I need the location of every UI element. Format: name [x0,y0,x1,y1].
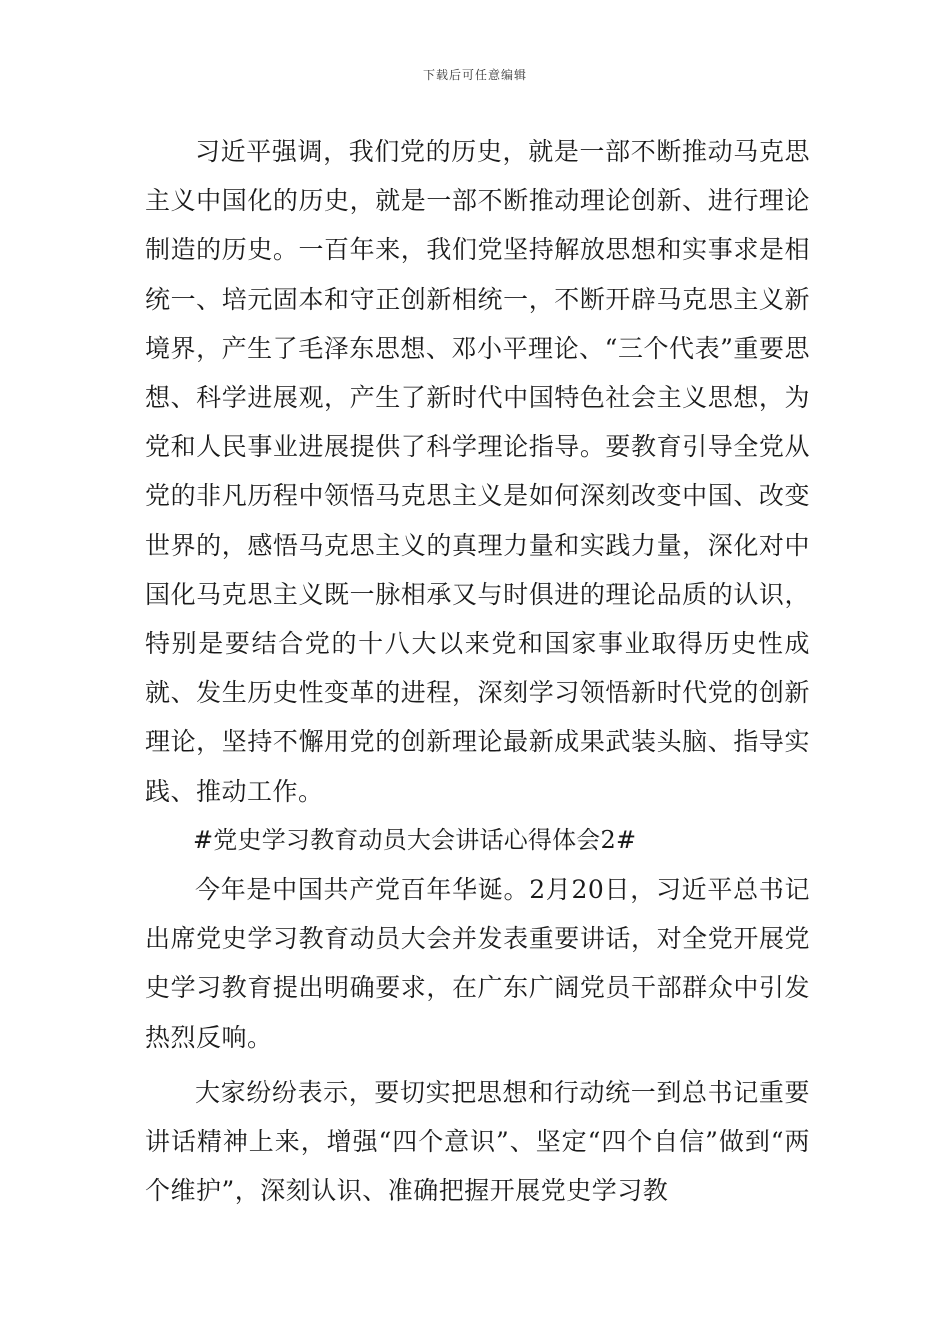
section-heading: #党史学习教育动员大会讲话心得体会2# [193,825,637,854]
paragraph-2: 今年是中国共产党百年华诞。2月20日，习近平总书记出席党史学习教育动员大会并发表重要讲话，对全党开展党史学习教育提出明确要求，在广东广阔党员干部群众中引发热烈反响。 [145,875,810,1052]
download-note: 下载后可任意编辑 [422,68,527,82]
paragraph-1: 习近平强调，我们党的历史，就是一部不断推动马克思主义中国化的历史，就是一部不断推动理论创新、进行理论制造的历史。一百年来，我们党坚持解放思想和实事求是相统一、培元固本和守正创新相统一，不断开辟马克思主义新境界，产生了毛泽东思想、邓小平理论、“三个代表”重要思想、科学进展观，产生了新时代中国特色社会主义思想，为党和人民事业进展提供了科学理论指导。要教育引导全党从党的非凡历程中领悟马克思主义是如何深刻改变中国、改变世界的，感悟马克思主义的真理力量和实践力量，深化对中国化马克思主义既一脉相承又与时俱进的理论品质的认识，特别是要结合党的十八大以来党和国家事业取得历史性成就、发生历史性变革的进程，深刻学习领悟新时代党的创新理论，坚持不懈用党的创新理论最新成果武装头脑、指导实践、推动工作。 [145,137,810,806]
paragraph-3: 大家纷纷表示，要切实把思想和行动统一到总书记重要讲话精神上来，增强“四个意识”、坚定“四个自信”做到“两个维护”，深刻认识、准确把握开展党史学习教 [145,1077,810,1206]
document-body [145,127,810,1215]
